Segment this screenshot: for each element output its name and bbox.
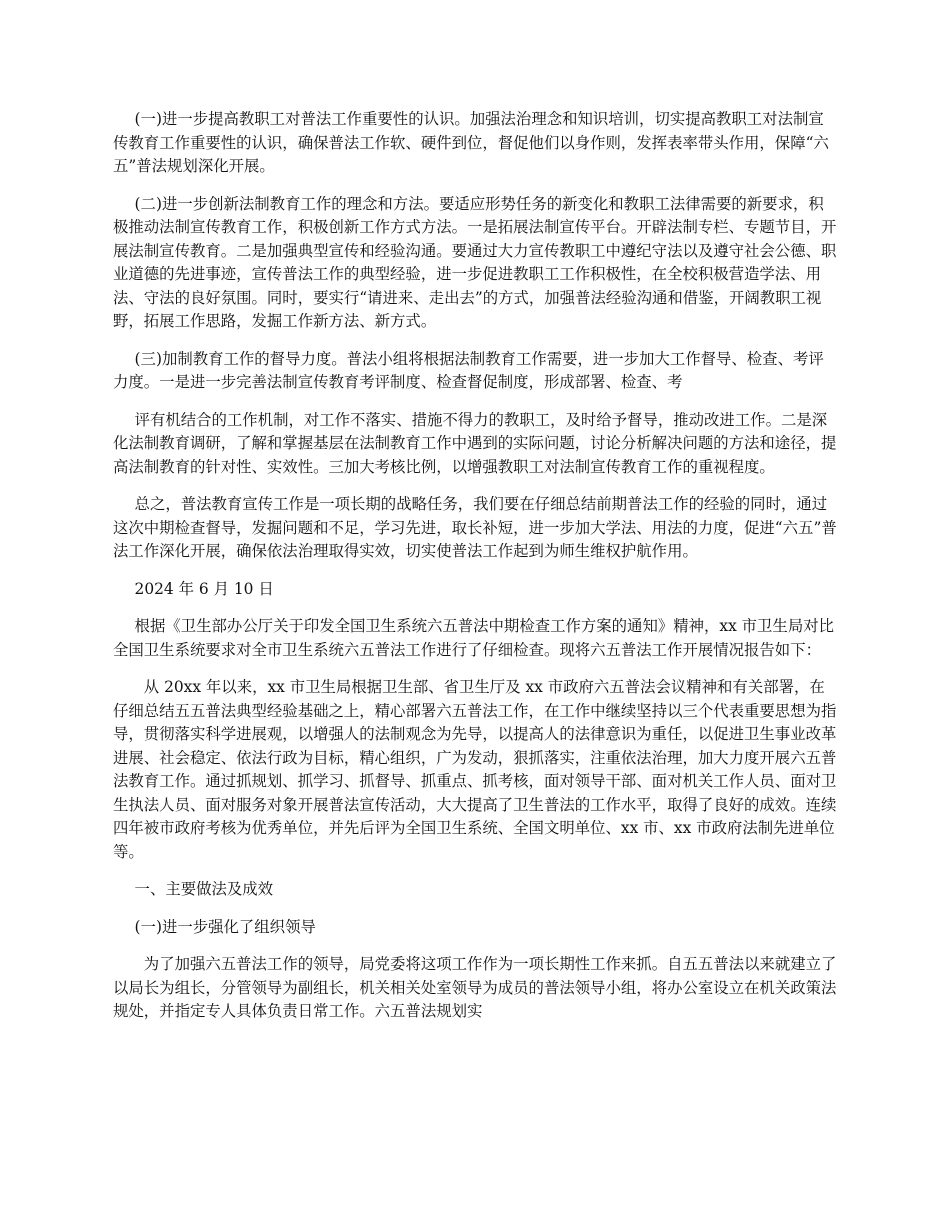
paragraph-8: 为了加强六五普法工作的领导，局党委将这项工作作为一项长期性工作来抓。自五五普法以来就建立了以局长为组长，分管领导为副组长，机关相关处室领导为成员的普法领导小组，将办公室设立在机关政策法规处，并指定专人具体负责日常工作。六五普法规划实 (113, 955, 837, 1020)
date-line: 2024 年 6 月 10 日 (134, 579, 274, 598)
paragraph-7: 从 20xx 年以来，xx 市卫生局根据卫生部、省卫生厅及 xx 市政府六五普法会议精神和有关部署，在仔细总结五五普法典型经验基础之上，精心部署六五普法工作，在工作中继续坚持以三个代表重要思想为指导，贯彻落实科学进展观，以增强人的法制观念为先导，以提高人的法律意识为重任，以促进卫生事业改革进展、社会稳定、依法行政为目标，精心组织，广为发动，狠抓落实，注重依法治理，加大力度开展六五普法教育工作。通过抓规划、抓学习、抓督导、抓重点、抓考核，面对领导干部、面对机关工作人员、面对卫生执法人员、面对服务对象开展普法宣传活动，大大提高了卫生普法的工作水平，取得了良好的成效。连续四年被市政府考核为优秀单位，并先后评为全国卫生系统、全国文明单位、xx 市、xx 市政府法制先进单位等。 (113, 678, 837, 861)
paragraph-3: (三)加制教育工作的督导力度。普法小组将根据法制教育工作需要，进一步加大工作督导、检查、考评力度。一是进一步完善法制宣传教育考评制度、检查督促制度，形成部署、检查、考 (113, 349, 824, 391)
section-heading: 一、主要做法及成效 (134, 880, 274, 898)
paragraph-5: 总之，普法教育宣传工作是一项长期的战略任务，我们要在仔细总结前期普法工作的经验的同时，通过这次中期检查督导，发掘问题和不足，学习先进，取长补短，进一步加大学法、用法的力度，促进“六五”普法工作深化开展，确保依法治理取得实效，切实使普法工作起到为师生维权护航作用。 (113, 495, 837, 560)
paragraph-2: (二)进一步创新法制教育工作的理念和方法。要适应形势任务的新变化和教职工法律需要的新要求，积极推动法制宣传教育工作，积极创新工作方式方法。一是拓展法制宣传平台。开辟法制专栏、专题节目，开展法制宣传教育。二是加强典型宣传和经验沟通。要通过大力宣传教职工中遵纪守法以及遵守社会公德、职业道德的先进事迹，宣传普法工作的典型经验，进一步促进教职工工作积极性，在全校积极营造学法、用法、守法的良好氛围。同时，要实行“请进来、走出去”的方式，加强普法经验沟通和借鉴，开阔教职工视野，拓展工作思路，发掘工作新方法、新方式。 (113, 194, 837, 330)
paragraph-1: (一)进一步提高教职工对普法工作重要性的认识。加强法治理念和知识培训，切实提高教职工对法制宣传教育工作重要性的认识，确保普法工作软、硬件到位，督促他们以身作则，发挥表率带头作用，保障“六五”普法规划深化开展。 (113, 110, 829, 175)
paragraph-6: 根据《卫生部办公厅关于印发全国卫生系统六五普法中期检查工作方案的通知》精神，xx 市卫生局对比全国卫生系统要求对全市卫生系统六五普法工作进行了仔细检查。现将六五普法工作开展情况报告如下： (113, 617, 834, 659)
paragraph-4: 评有机结合的工作机制，对工作不落实、措施不得力的教职工，及时给予督导，推动改进工作。二是深化法制教育调研，了解和掌握基层在法制教育工作中遇到的实际问题，讨论分析解决问题的方法和途径，提高法制教育的针对性、实效性。三加大考核比例，以增强教职工对法制宣传教育工作的重视程度。 (113, 410, 837, 476)
subsection-heading: (一)进一步强化了组织领导 (134, 917, 316, 936)
